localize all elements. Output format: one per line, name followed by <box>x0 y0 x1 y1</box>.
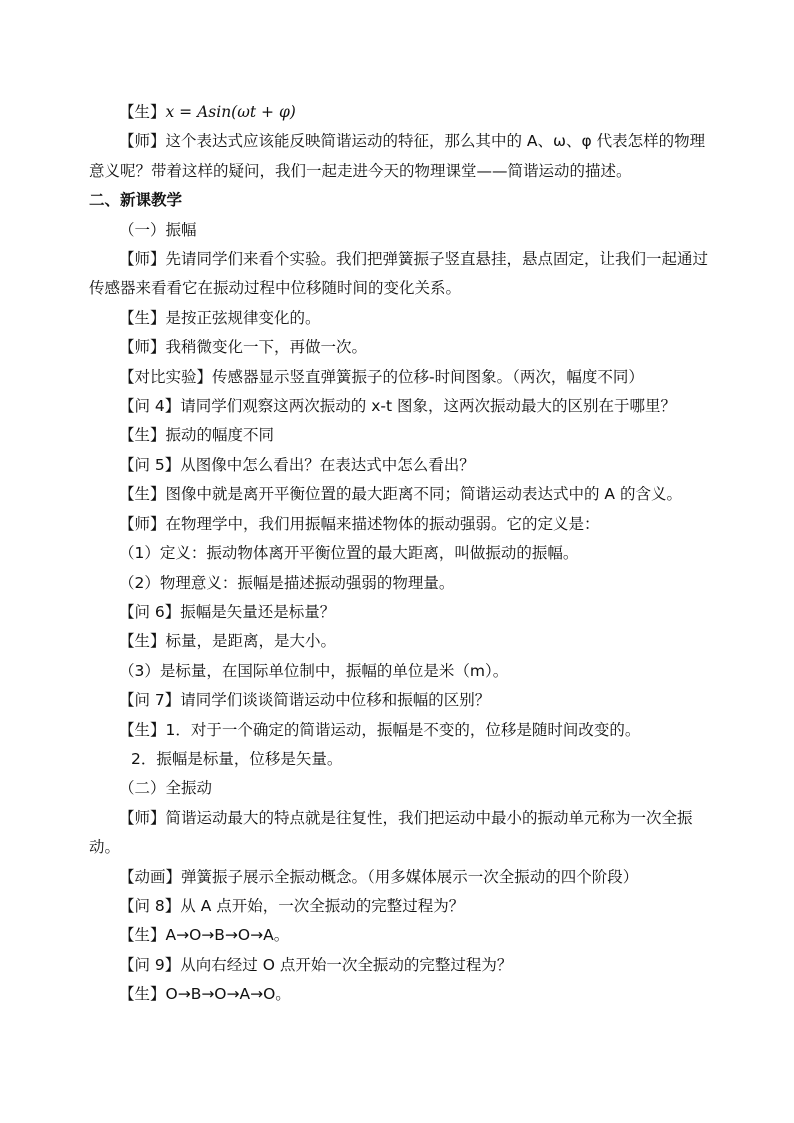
question-6-line: 【问 6】振幅是矢量还是标量？ <box>119 602 336 621</box>
shm-formula: x = Asin(ωt + φ) <box>165 103 296 121</box>
student-line: 【生】O→B→O→A→O。 <box>119 985 291 1004</box>
comparison-experiment-line: 【对比实验】传感器显示竖直弹簧振子的位移-时间图象。（两次，幅度不同） <box>119 367 644 386</box>
animation-line: 【动画】弹簧振子展示全振动概念。（用多媒体展示一次全振动的四个阶段） <box>119 867 639 886</box>
student-point-2-line: 2．振幅是标量，位移是矢量。 <box>131 749 343 768</box>
section-heading-new-lesson: 二、新课教学 <box>89 191 183 210</box>
teacher-paragraph-intro: 【师】这个表达式应该能反映简谐运动的特征，那么其中的 A、ω、φ 代表怎样的物理意义呢？带着这样的疑问，我们一起走进今天的物理课堂——简谐运动的描述。 <box>89 132 706 180</box>
subheading-amplitude: （一）振幅 <box>119 220 197 239</box>
speaker-tag: 【生】 <box>119 103 166 121</box>
question-4-line: 【问 4】请同学们观察这两次振动的 x-t 图象，这两次振动最大的区别在于哪里？ <box>119 397 676 416</box>
student-line: 【生】是按正弦规律变化的。 <box>119 308 321 327</box>
teacher-paragraph-full-vibration: 【师】简谐运动最大的特点就是往复性，我们把运动中最小的振动单元称为一次全振动。 <box>89 808 693 857</box>
student-line: 【生】图像中就是离开平衡位置的最大距离不同；简谐运动表达式中的 A 的含义。 <box>119 485 682 504</box>
student-line: 【生】标量，是距离，是大小。 <box>119 632 337 651</box>
question-5-line: 【问 5】从图像中怎么看出？在表达式中怎么看出？ <box>119 455 475 474</box>
student-formula-line <box>89 98 709 127</box>
teacher-line: 【师】在物理学中，我们用振幅来描述物体的振动强弱。它的定义是： <box>119 514 600 533</box>
student-line: 【生】A→O→B→O→A。 <box>119 926 290 945</box>
question-8-line: 【问 8】从 A 点开始，一次全振动的完整过程为？ <box>119 896 465 915</box>
subheading-full-vibration: （二）全振动 <box>119 779 213 798</box>
question-7-line: 【问 7】请同学们谈谈简谐运动中位移和振幅的区别？ <box>119 691 491 710</box>
student-line: 【生】振动的幅度不同 <box>119 426 275 445</box>
definition-line: （1）定义：振动物体离开平衡位置的最大距离，叫做振动的振幅。 <box>119 544 579 563</box>
teacher-paragraph-experiment: 【师】先请同学们来看个实验。我们把弹簧振子竖直悬挂，悬点固定，让我们一起通过传感器来看看它在振动过程中位移随时间的变化关系。 <box>89 250 709 298</box>
teacher-line: 【师】我稍微变化一下，再做一次。 <box>119 338 368 357</box>
student-line: 【生】1．对于一个确定的简谐运动，振幅是不变的，位移是随时间改变的。 <box>119 720 641 739</box>
unit-line: （3）是标量，在国际单位制中，振幅的单位是米（m）。 <box>119 661 509 680</box>
question-9-line: 【问 9】从向右经过 O 点开始一次全振动的完整过程为？ <box>119 955 513 974</box>
physical-meaning-line: （2）物理意义：振幅是描述振动强弱的物理量。 <box>119 573 455 592</box>
document-body <box>89 98 709 1010</box>
